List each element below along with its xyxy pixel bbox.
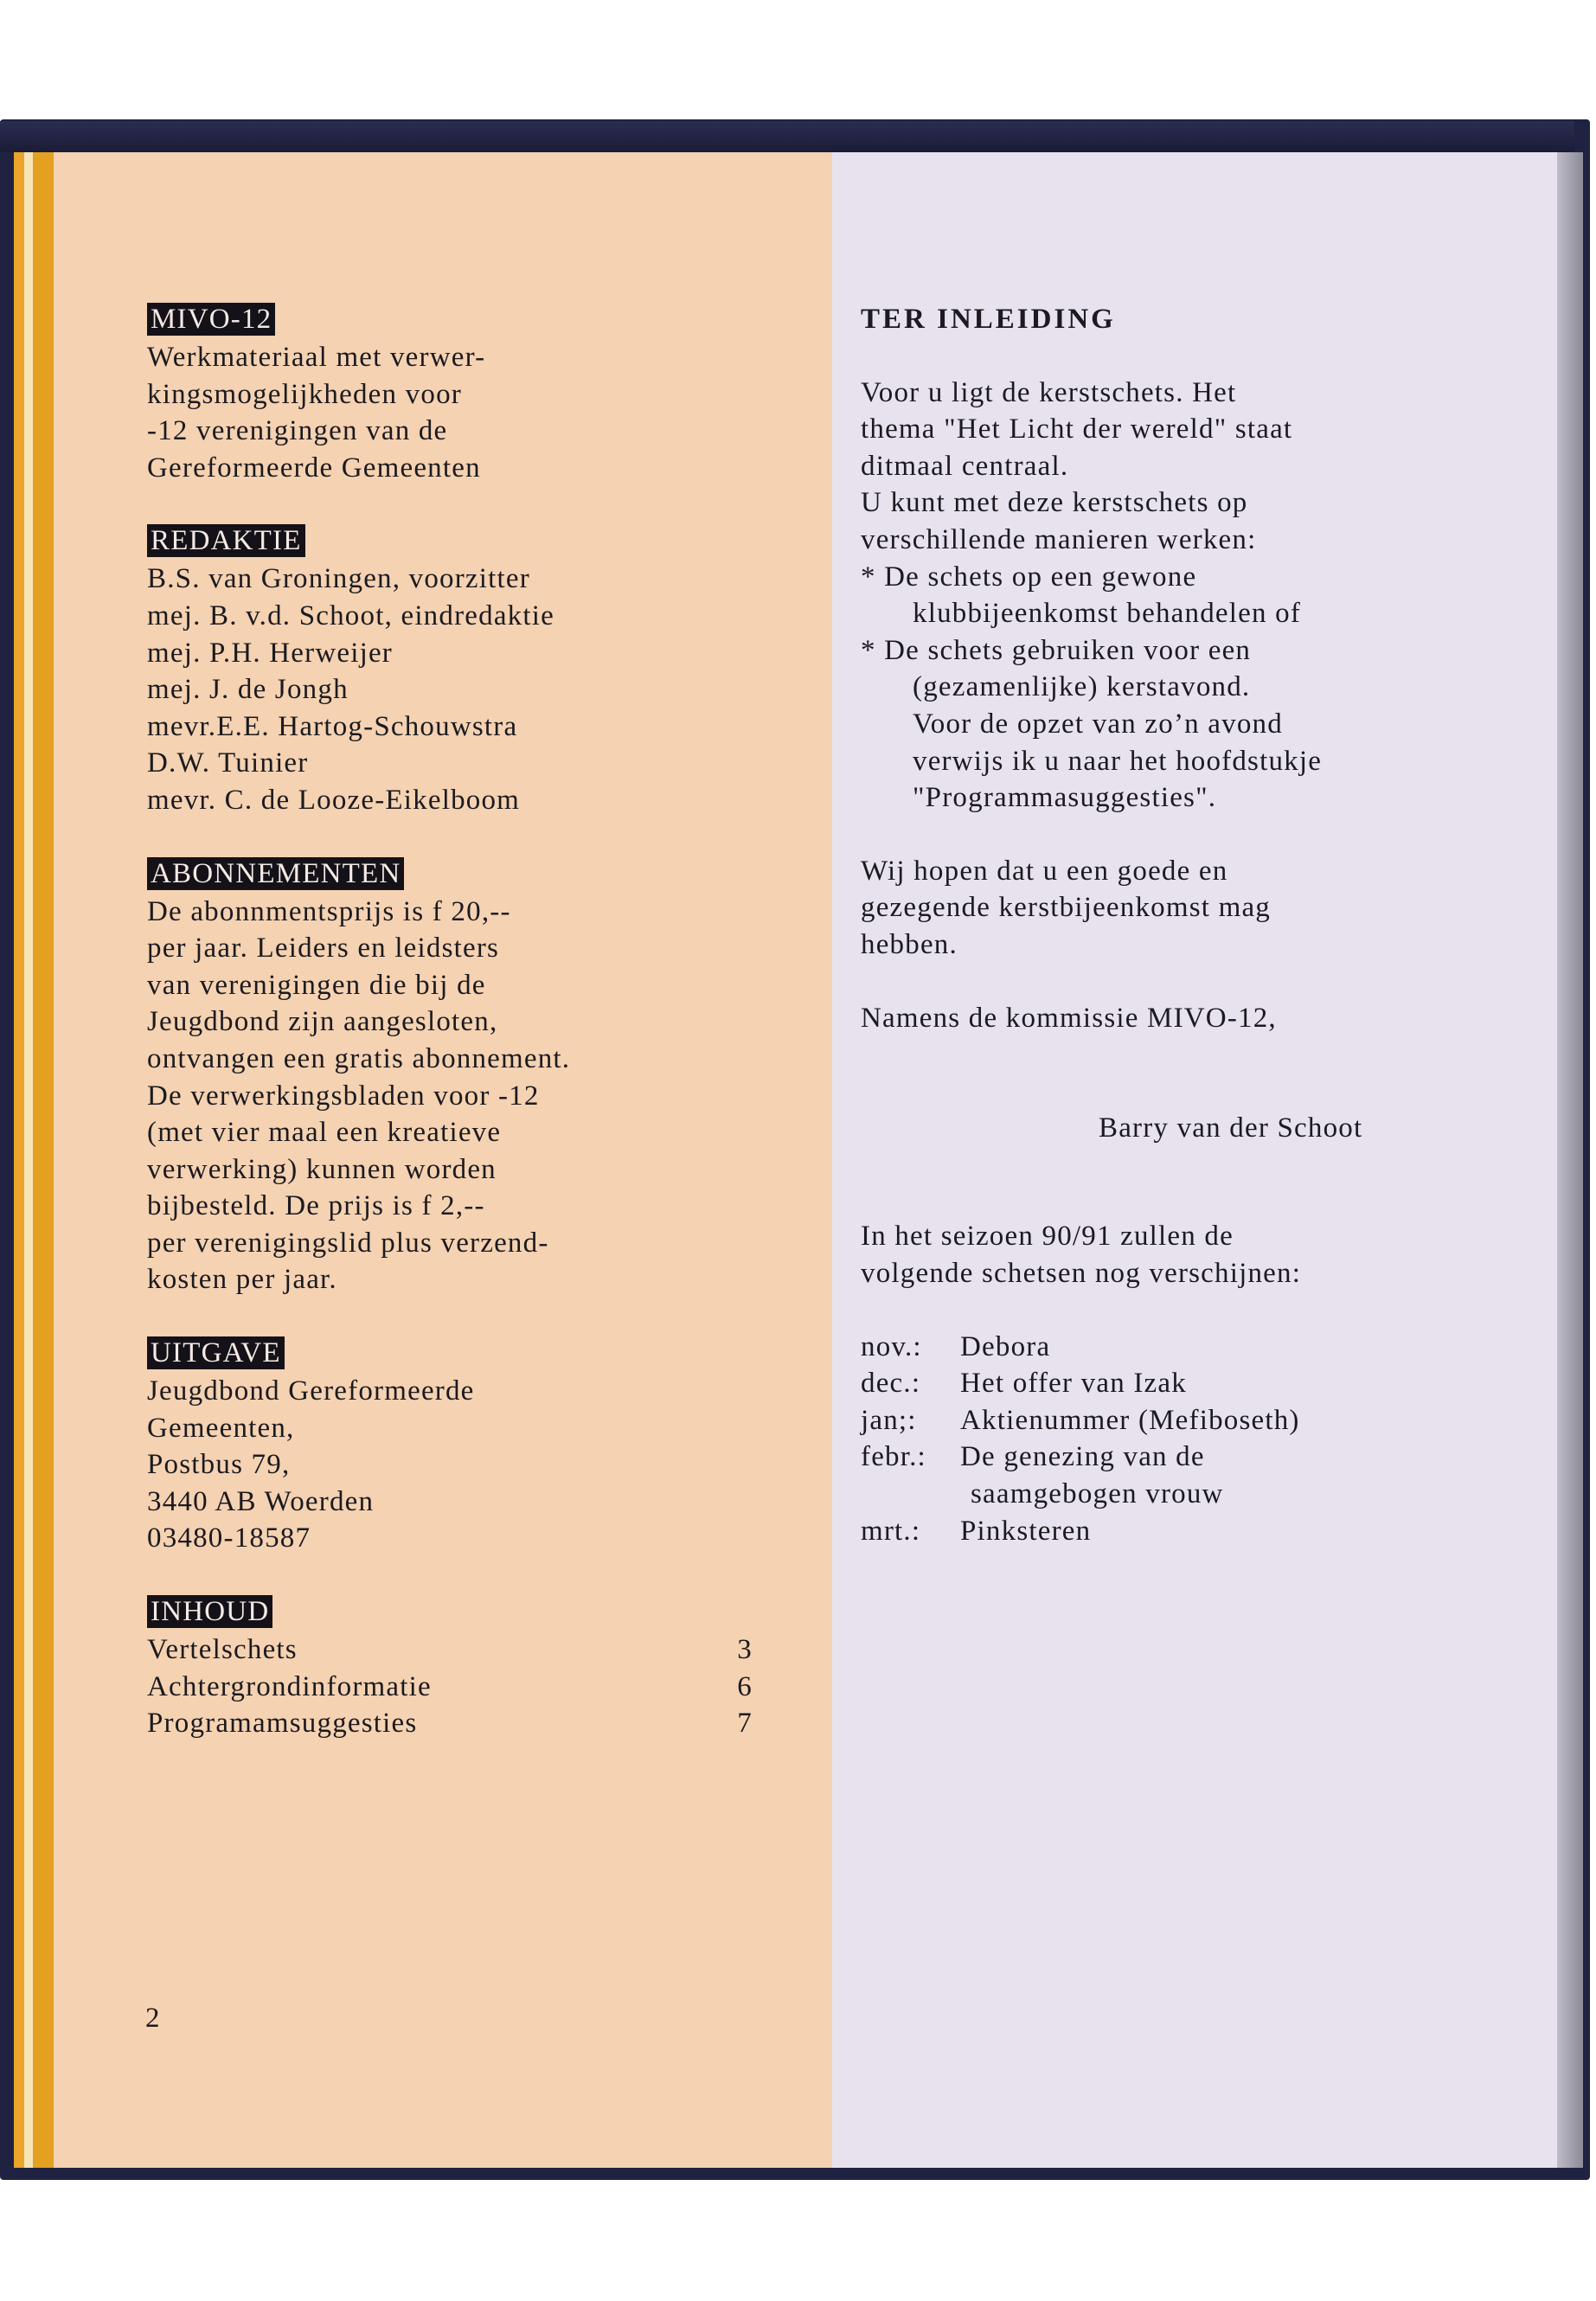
address-line: Jeugdbond Gereformeerde: [147, 1375, 475, 1407]
text-line: Wij hopen dat u een goede en: [861, 855, 1228, 887]
schedule-row: [861, 1439, 1518, 1476]
text-line: kingsmogelijkheden voor: [147, 378, 462, 410]
text-line: (met vier maal een kreatieve: [147, 1117, 502, 1149]
bullet-continuation: klubbijeenkomst behandelen of: [913, 598, 1302, 630]
schedule-row: [861, 1476, 1518, 1513]
text-line: ontvangen een gratis abonnement.: [147, 1042, 571, 1074]
toc-page: 3: [737, 1634, 753, 1666]
schedule-title: Aktienummer (Mefiboseth): [960, 1404, 1300, 1436]
toc-title: Programamsuggesties: [147, 1708, 418, 1740]
toc-title: Vertelschets: [147, 1634, 298, 1666]
page-edge: [1557, 152, 1583, 2168]
inhoud-section: [147, 1593, 770, 1742]
toc-row: [147, 1631, 753, 1669]
section-label: REDAKTIE: [147, 524, 305, 557]
text-line: volgende schetsen nog verschijnen:: [861, 1258, 1302, 1290]
editor-line: mevr.E.E. Hartog-Schouwstra: [147, 710, 518, 742]
section-heading: TER INLEIDING: [861, 304, 1116, 335]
text-line: ditmaal centraal.: [861, 450, 1069, 482]
schedule-month: nov.:: [861, 1330, 922, 1362]
schedule-row: [861, 1513, 1518, 1550]
toc-row: [147, 1705, 753, 1742]
schedule-list: [861, 1329, 1518, 1550]
text-line: In het seizoen 90/91 zullen de: [861, 1221, 1234, 1253]
abonnementen-section: [147, 856, 770, 1299]
season-paragraph: [861, 1218, 1518, 1292]
schedule-month: dec.:: [861, 1368, 921, 1400]
text-line: hebben.: [861, 928, 958, 960]
text-line: De verwerkingsbladen voor -12: [147, 1080, 540, 1112]
schedule-row: [861, 1402, 1518, 1439]
uitgave-section: [147, 1335, 770, 1557]
bullet-continuation: Voor de opzet van zo’n avond: [913, 708, 1283, 740]
colophon-column: [147, 301, 770, 1779]
text-line: bijbesteld. De prijs is f 2,--: [147, 1190, 485, 1222]
page-number: 2: [145, 2003, 160, 2034]
text-line: verwerking) kunnen worden: [147, 1153, 497, 1185]
bullet-continuation: "Programmasuggesties".: [913, 782, 1217, 814]
text-line: Voor u ligt de kerstschets. Het: [861, 376, 1237, 408]
schedule-row: [861, 1329, 1518, 1366]
bullet-continuation: verwijs ik u naar het hoofdstukje: [913, 745, 1323, 777]
editor-line: mej. P.H. Herweijer: [147, 637, 393, 669]
editor-line: mej. J. de Jongh: [147, 674, 349, 706]
text-line: van verenigingen die bij de: [147, 969, 486, 1001]
editor-line: mej. B. v.d. Schoot, eindredaktie: [147, 599, 554, 631]
bullet-line: * De schets op een gewone: [861, 561, 1197, 593]
text-line: kosten per jaar.: [147, 1264, 337, 1296]
sender-line: Namens de kommissie MIVO-12,: [861, 1002, 1277, 1034]
text-line: -12 verenigingen van de: [147, 415, 448, 447]
text-line: verschillende manieren werken:: [861, 523, 1257, 555]
binder-top-edge: [0, 121, 1574, 152]
schedule-month: [861, 1476, 960, 1513]
schedule-title: De genezing van de: [960, 1441, 1205, 1473]
toc-page: 7: [737, 1708, 753, 1740]
text-line: Gereformeerde Gemeenten: [147, 452, 481, 484]
mivo-section: [147, 301, 770, 486]
light-stripe: [24, 152, 33, 2168]
schedule-row: [861, 1365, 1518, 1402]
schedule-month: febr.:: [861, 1441, 926, 1473]
text-line: Werkmateriaal met verwer-: [147, 342, 486, 373]
text-line: gezegende kerstbijeenkomst mag: [861, 892, 1272, 924]
text-line: De abonnmentsprijs is f 20,--: [147, 895, 511, 927]
address-line: Gemeenten,: [147, 1412, 295, 1444]
text-line: per verenigingslid plus verzend-: [147, 1227, 549, 1259]
section-label: ABONNEMENTEN: [147, 857, 404, 890]
address-line: Postbus 79,: [147, 1449, 291, 1481]
text-line: Jeugdbond zijn aangesloten,: [147, 1006, 498, 1038]
orange-stripe-inner: [33, 152, 54, 2168]
bullet-continuation: (gezamenlijke) kerstavond.: [913, 671, 1251, 703]
toc-row: [147, 1669, 753, 1706]
signature: Barry van der Schoot: [1099, 1112, 1363, 1144]
editor-line: B.S. van Groningen, voorzitter: [147, 563, 530, 595]
introduction-column: [861, 301, 1518, 1586]
orange-stripe: [14, 152, 24, 2168]
toc-title: Achtergrondinformatie: [147, 1670, 432, 1702]
toc-page: 6: [737, 1670, 753, 1702]
text-line: per jaar. Leiders en leidsters: [147, 933, 500, 965]
editor-line: mevr. C. de Looze-Eikelboom: [147, 784, 521, 816]
schedule-title: Debora: [960, 1330, 1051, 1362]
section-label: INHOUD: [147, 1595, 272, 1628]
section-label: MIVO-12: [147, 303, 275, 336]
wish-paragraph: [861, 853, 1518, 964]
bullet-line: * De schets gebruiken voor een: [861, 634, 1252, 666]
schedule-month: mrt.:: [861, 1515, 921, 1547]
address-line: 3440 AB Woerden: [147, 1485, 375, 1517]
schedule-month: jan;:: [861, 1404, 917, 1436]
schedule-title: saamgebogen vrouw: [971, 1478, 1224, 1510]
schedule-title: Pinksteren: [960, 1515, 1092, 1547]
editor-line: D.W. Tuinier: [147, 747, 309, 779]
text-line: U kunt met deze kerstschets op: [861, 487, 1248, 519]
text-line: thema "Het Licht der wereld" staat: [861, 413, 1293, 445]
redaktie-section: [147, 522, 770, 818]
section-label: UITGAVE: [147, 1336, 285, 1369]
phone-line: 03480-18587: [147, 1522, 311, 1554]
schedule-title: Het offer van Izak: [960, 1368, 1187, 1400]
intro-paragraph: [861, 375, 1518, 817]
